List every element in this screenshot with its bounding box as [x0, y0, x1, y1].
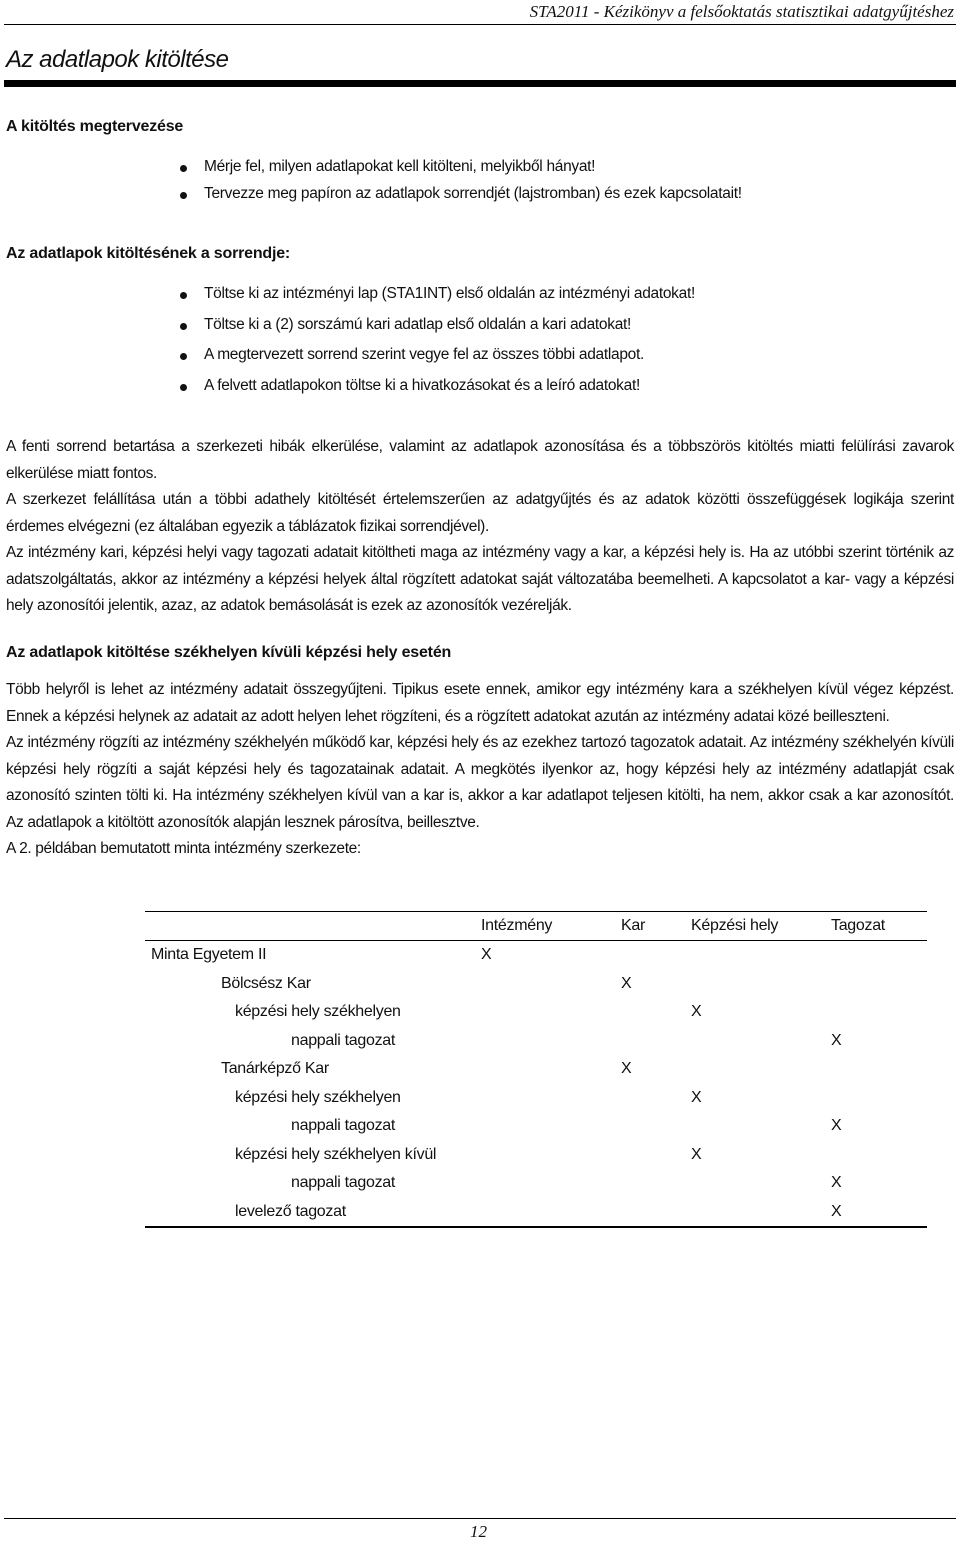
row-mark: [481, 1055, 621, 1084]
header-rule: [4, 24, 956, 25]
table-row: [145, 1141, 927, 1170]
bullet-icon: [180, 353, 187, 360]
table-row: [145, 1084, 927, 1113]
row-mark: [691, 1198, 831, 1228]
list-item: Töltse ki az intézményi lap (STA1INT) első oldalán az intézményi adatokat!: [180, 285, 695, 316]
row-mark: [481, 1198, 621, 1228]
row-label: nappali tagozat: [291, 1031, 396, 1049]
table-row: [145, 1198, 927, 1228]
page-number: 12: [470, 1522, 487, 1541]
row-mark: X: [831, 1198, 927, 1228]
row-mark: [831, 970, 927, 999]
row-mark: [621, 1112, 691, 1141]
table-row: [145, 970, 927, 999]
table-row: [145, 1112, 927, 1141]
column-header: Kar: [621, 912, 691, 941]
row-mark: [691, 970, 831, 999]
table-row: [145, 1169, 927, 1198]
paragraph: A fenti sorrend betartása a szerkezeti hibák elkerülése, valamint az adatlapok azonosítása és a többszörös kitöltés miatti felülírási zavarok elkerülése miatt fontos.: [6, 438, 954, 482]
row-mark: X: [831, 1117, 842, 1135]
row-label: Bölcsész Kar: [221, 974, 311, 992]
row-mark: [481, 998, 621, 1027]
list-item: A megtervezett sorrend szerint vegye fel az összes többi adatlapot.: [180, 346, 695, 377]
institution-structure-table: [145, 911, 927, 1228]
row-mark: X: [831, 1031, 842, 1049]
paragraph: Több helyről is lehet az intézmény adatait összegyűjteni. Tipikus esete ennek, amikor egy intézmény kara a székhelyen kívül végez képzést. Ennek a képzési helynek az adatait az adott helyen lehet rögzíteni, és a rögzített adatokat azután az intézmény adatai közé beilleszteni.: [6, 681, 954, 725]
row-mark: [831, 1055, 927, 1084]
row-label: nappali tagozat: [291, 1174, 396, 1192]
footer-rule: [4, 1518, 956, 1519]
row-label: Minta Egyetem II: [151, 946, 267, 964]
table-row: [145, 1027, 927, 1056]
table-row: [145, 941, 927, 970]
column-header: [145, 912, 481, 941]
table-row: [145, 1055, 927, 1084]
row-label: Tanárképző Kar: [221, 1060, 329, 1078]
offsite-paragraphs: [6, 677, 954, 863]
row-mark: [691, 1027, 831, 1056]
paragraph: A szerkezet felállítása után a többi adathely kitöltését értelemszerűen az adatgyűjtés és az adatok közötti összefüggések logikája szerint érdemes elvégezni (ez általában egyezik a táblázatok fizikai sorrendjével).: [6, 491, 954, 535]
row-mark: [621, 1141, 691, 1170]
column-header: Képzési hely: [691, 912, 831, 941]
row-mark: [481, 1169, 621, 1198]
row-label: képzési hely székhelyen: [235, 1003, 401, 1021]
subheading: Az adatlapok kitöltése székhelyen kívüli képzési hely esetén: [6, 644, 452, 661]
intro-paragraphs: [6, 434, 954, 620]
column-header: Intézmény: [481, 912, 621, 941]
paragraph: Az intézmény kari, képzési helyi vagy tagozati adatait kitöltheti maga az intézmény vagy a kar, a képzési hely is. Ha az utóbbi szerint történik az adatszolgáltatás, akkor az intézmény a képzési helyek által rögzített adatokat saját változatába beemelheti. A kapcsolatot a kar- vagy a képzési hely azonosítói jelentik, azaz, az adatok bemásolását is ezek az azonosítók vezérelják.: [6, 544, 954, 614]
column-header: Tagozat: [831, 912, 927, 941]
row-mark: [691, 1055, 831, 1084]
row-mark: [621, 998, 691, 1027]
bullet-icon: [180, 292, 187, 299]
list-item: Tervezze meg papíron az adatlapok sorrendjét (lajstromban) és ezek kapcsolatait!: [180, 185, 742, 212]
row-mark: [621, 1084, 691, 1113]
row-mark: X: [691, 1088, 702, 1106]
planning-heading: A kitöltés megtervezése: [6, 118, 184, 135]
row-label: képzési hely székhelyen: [235, 1088, 401, 1106]
row-mark: X: [481, 946, 492, 964]
row-mark: [831, 998, 927, 1027]
section-title: Az adatlapok kitöltése: [6, 46, 229, 73]
row-mark: [691, 941, 831, 970]
list-item: Mérje fel, milyen adatlapokat kell kitölteni, melyikből hányat!: [180, 158, 742, 185]
order-heading: Az adatlapok kitöltésének a sorrendje:: [6, 245, 291, 262]
row-label: levelező tagozat: [145, 1198, 481, 1228]
list-item: Töltse ki a (2) sorszámú kari adatlap első oldalán a kari adatokat!: [180, 316, 695, 347]
row-mark: [481, 1084, 621, 1113]
bullet-icon: [180, 165, 187, 172]
running-header: STA2011 - Kézikönyv a felsőoktatás statisztikai adatgyűjtéshez: [529, 2, 954, 21]
row-mark: [621, 941, 691, 970]
row-label: képzési hely székhelyen kívül: [235, 1145, 437, 1163]
row-mark: [691, 1112, 831, 1141]
row-mark: [831, 1141, 927, 1170]
row-mark: X: [691, 1003, 702, 1021]
row-mark: [481, 1141, 621, 1170]
row-mark: [621, 1198, 691, 1228]
planning-list: [180, 158, 742, 211]
row-mark: [691, 1169, 831, 1198]
paragraph: A 2. példában bemutatott minta intézmény szerkezete:: [6, 840, 361, 857]
table-row: [145, 998, 927, 1027]
row-mark: X: [831, 1174, 842, 1192]
row-mark: X: [691, 1145, 702, 1163]
row-mark: [621, 1169, 691, 1198]
row-mark: X: [621, 974, 632, 992]
bullet-icon: [180, 192, 187, 199]
table-body: [145, 941, 927, 1228]
row-mark: [831, 941, 927, 970]
bullet-icon: [180, 384, 187, 391]
bullet-icon: [180, 323, 187, 330]
table-header-row: [145, 912, 927, 941]
paragraph: Az intézmény rögzíti az intézmény székhelyén működő kar, képzési hely és az ezekhez tartozó tagozatok adatait. Az intézmény székhelyén kívüli képzési hely rögzíti a saját képzési hely és tagozatainak adatait. A megkötés ilyenkor az, hogy képzési hely az intézmény adatlapját csak azonosító szinten tölti ki. Ha intézmény székhelyen kívül van a kar is, akkor a kar adatlapot teljesen kitölti, ha nem, akkor csak a kar azonosítót. Az adatlapok a kitöltött azonosítók alapján lesznek párosítva, beillesztve.: [6, 734, 954, 831]
order-list: [180, 285, 695, 407]
row-mark: [831, 1084, 927, 1113]
row-mark: [481, 970, 621, 999]
row-label: nappali tagozat: [291, 1117, 396, 1135]
title-rule: [4, 80, 956, 87]
row-mark: [481, 1112, 621, 1141]
row-mark: [481, 1027, 621, 1056]
row-mark: X: [621, 1060, 632, 1078]
row-mark: [621, 1027, 691, 1056]
list-item: A felvett adatlapokon töltse ki a hivatkozásokat és a leíró adatokat!: [180, 377, 695, 408]
